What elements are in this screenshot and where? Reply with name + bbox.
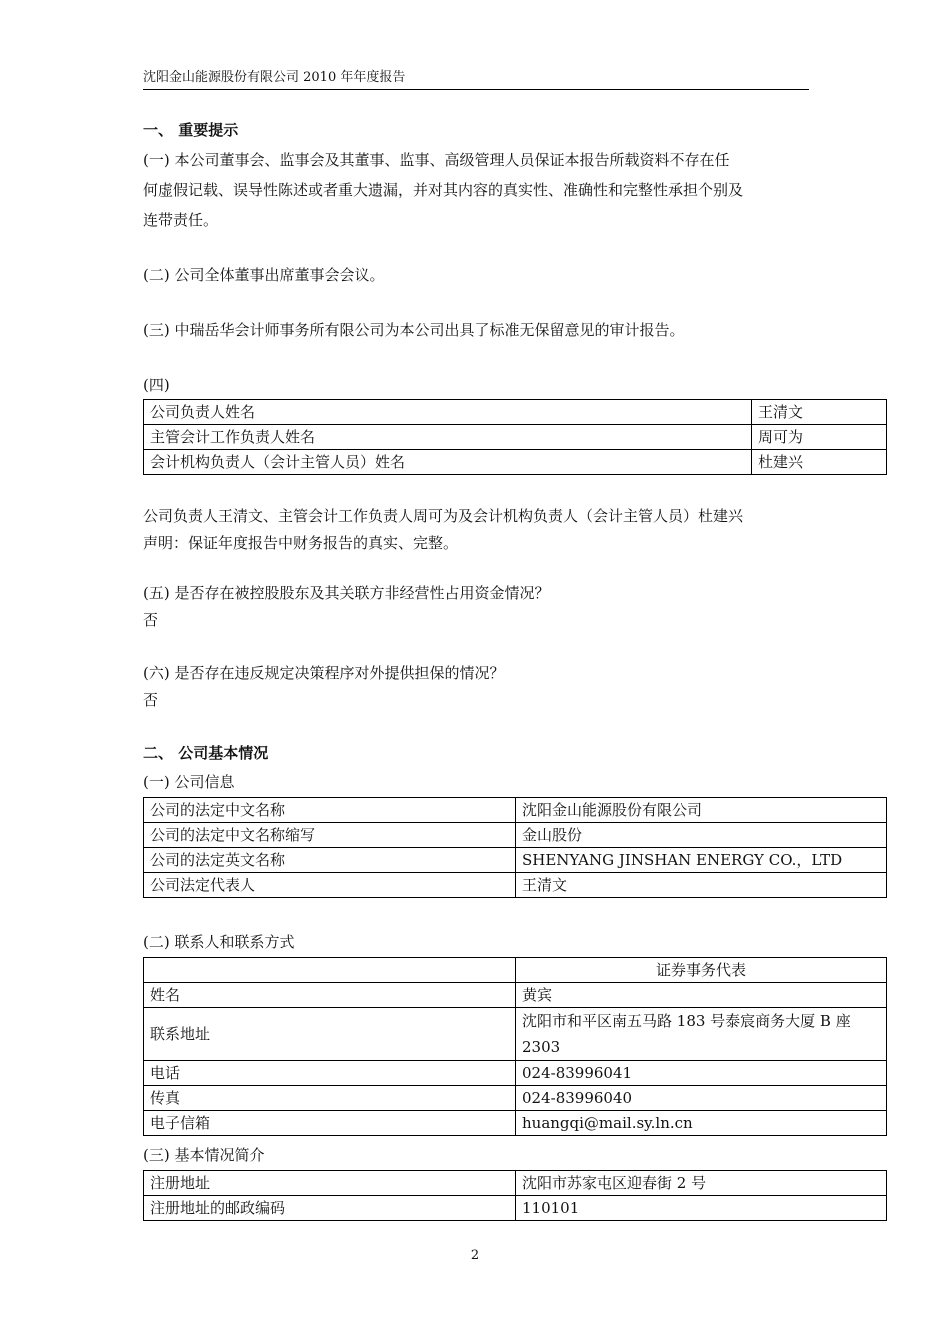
contact-value: 024-83996041 — [516, 1061, 887, 1086]
paragraph-1-line-2: 何虚假记载、误导性陈述或者重大遗漏，并对其内容的真实性、准确性和完整性承担个别及 — [143, 181, 744, 199]
table-row — [144, 425, 887, 450]
section2-heading: 二、 公司基本情况 — [143, 744, 269, 762]
empty-cell — [144, 958, 516, 983]
basic-label: 注册地址的邮政编码 — [144, 1196, 516, 1221]
contact-label: 传真 — [144, 1086, 516, 1111]
subsection-contacts: (二) 联系人和联系方式 — [143, 933, 295, 951]
answer-6: 否 — [143, 691, 159, 709]
paragraph-2: (二) 公司全体董事出席董事会会议。 — [143, 266, 385, 284]
subsection-company-info: (一) 公司信息 — [143, 773, 235, 791]
basic-value: 沈阳市苏家屯区迎春街 2 号 — [516, 1171, 887, 1196]
section1-heading: 一、 重要提示 — [143, 121, 239, 139]
officers-table — [143, 399, 887, 475]
officer-label: 会计机构负责人（会计主管人员）姓名 — [144, 450, 752, 475]
table-row — [144, 983, 887, 1008]
question-5: (五) 是否存在被控股股东及其关联方非经营性占用资金情况？ — [143, 584, 550, 602]
table-row — [144, 848, 887, 873]
info-value: 沈阳金山能源股份有限公司 — [516, 798, 887, 823]
contact-label: 电话 — [144, 1061, 516, 1086]
paragraph-1-line-1: (一) 本公司董事会、监事会及其董事、监事、高级管理人员保证本报告所载资料不存在任 — [143, 151, 730, 169]
company-info-table — [143, 797, 887, 898]
table-row — [144, 958, 887, 983]
table-row — [144, 873, 887, 898]
table-row — [144, 450, 887, 475]
table-row — [144, 1086, 887, 1111]
info-label: 公司的法定英文名称 — [144, 848, 516, 873]
basic-info-table — [143, 1170, 887, 1221]
question-6: (六) 是否存在违反规定决策程序对外提供担保的情况？ — [143, 664, 505, 682]
contact-label: 联系地址 — [144, 1008, 516, 1061]
contact-value: 024-83996040 — [516, 1086, 887, 1111]
statement-line-1: 公司负责人王清文、主管会计工作负责人周可为及会计机构负责人（会计主管人员）杜建兴 — [143, 507, 744, 525]
table-row — [144, 1061, 887, 1086]
basic-label: 注册地址 — [144, 1171, 516, 1196]
info-value: 金山股份 — [516, 823, 887, 848]
basic-value: 110101 — [516, 1196, 887, 1221]
answer-5: 否 — [143, 611, 159, 629]
table-row — [144, 798, 887, 823]
info-label: 公司的法定中文名称缩写 — [144, 823, 516, 848]
running-header: 沈阳金山能源股份有限公司 2010 年年度报告 — [143, 66, 809, 90]
subsection-basic-info: (三) 基本情况简介 — [143, 1146, 265, 1164]
info-value: SHENYANG JINSHAN ENERGY CO.，LTD — [516, 848, 887, 873]
paragraph-1-line-3: 连带责任。 — [143, 211, 219, 229]
officer-value: 王清文 — [752, 400, 887, 425]
paragraph-4-label: (四) — [143, 376, 170, 394]
contacts-table — [143, 957, 887, 1136]
table-row — [144, 400, 887, 425]
paragraph-3: (三) 中瑞岳华会计师事务所有限公司为本公司出具了标准无保留意见的审计报告。 — [143, 321, 685, 339]
officer-label: 公司负责人姓名 — [144, 400, 752, 425]
officer-label: 主管会计工作负责人姓名 — [144, 425, 752, 450]
contact-column-header: 证券事务代表 — [516, 958, 887, 983]
table-row — [144, 1196, 887, 1221]
statement-line-2: 声明：保证年度报告中财务报告的真实、完整。 — [143, 534, 459, 552]
info-label: 公司的法定中文名称 — [144, 798, 516, 823]
table-row — [144, 1008, 887, 1061]
table-row — [144, 823, 887, 848]
page-number: 2 — [470, 1248, 480, 1263]
officer-value: 周可为 — [752, 425, 887, 450]
table-row — [144, 1111, 887, 1136]
info-label: 公司法定代表人 — [144, 873, 516, 898]
contact-value: 黄宾 — [516, 983, 887, 1008]
table-row — [144, 1171, 887, 1196]
contact-label: 电子信箱 — [144, 1111, 516, 1136]
contact-value: 沈阳市和平区南五马路 183 号泰宸商务大厦 B 座 2303 — [516, 1008, 887, 1061]
contact-label: 姓名 — [144, 983, 516, 1008]
info-value: 王清文 — [516, 873, 887, 898]
contact-value: huangqi@mail.sy.ln.cn — [516, 1111, 887, 1136]
officer-value: 杜建兴 — [752, 450, 887, 475]
